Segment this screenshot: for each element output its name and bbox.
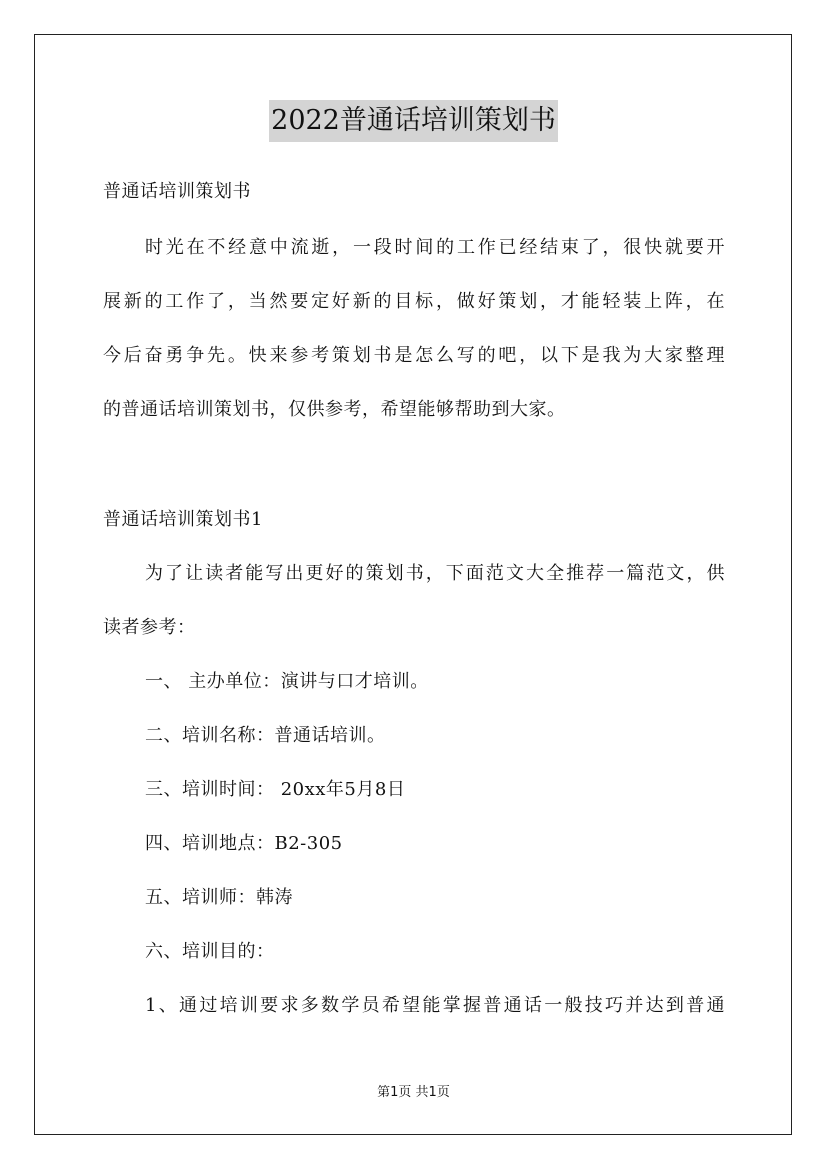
document-title: 2022普通话培训策划书 <box>269 100 558 142</box>
section-line-9: 1、通过培训要求多数学员希望能掌握普通话一般技巧并达到普通 <box>145 995 725 1016</box>
section-heading: 普通话培训策划书1 <box>103 509 263 530</box>
section-line-5: 三、培训时间： 20xx年5月8日 <box>145 779 406 800</box>
intro-line-2: 展新的工作了，当然要定好新的目标，做好策划，才能轻装上阵，在 <box>103 291 725 312</box>
section-line-3: 一、 主办单位：演讲与口才培训。 <box>145 671 429 692</box>
section-line-8: 六、培训目的： <box>145 941 275 962</box>
title-container <box>0 100 827 142</box>
section-line-2: 读者参考： <box>103 617 196 638</box>
intro-line-4: 的普通话培训策划书，仅供参考，希望能够帮助到大家。 <box>103 399 566 420</box>
section-line-1: 为了让读者能写出更好的策划书，下面范文大全推荐一篇范文，供 <box>145 563 725 584</box>
section-line-7: 五、培训师：韩涛 <box>145 887 293 908</box>
page-footer <box>0 1084 827 1102</box>
page-number-label: 第1页 共1页 <box>377 1085 450 1100</box>
subheading: 普通话培训策划书 <box>103 181 251 202</box>
section-line-6: 四、培训地点：B2-305 <box>145 833 343 854</box>
section-line-4: 二、培训名称：普通话培训。 <box>145 725 386 746</box>
intro-line-3: 今后奋勇争先。快来参考策划书是怎么写的吧，以下是我为大家整理 <box>103 345 725 366</box>
intro-line-1: 时光在不经意中流逝，一段时间的工作已经结束了，很快就要开 <box>145 237 725 258</box>
